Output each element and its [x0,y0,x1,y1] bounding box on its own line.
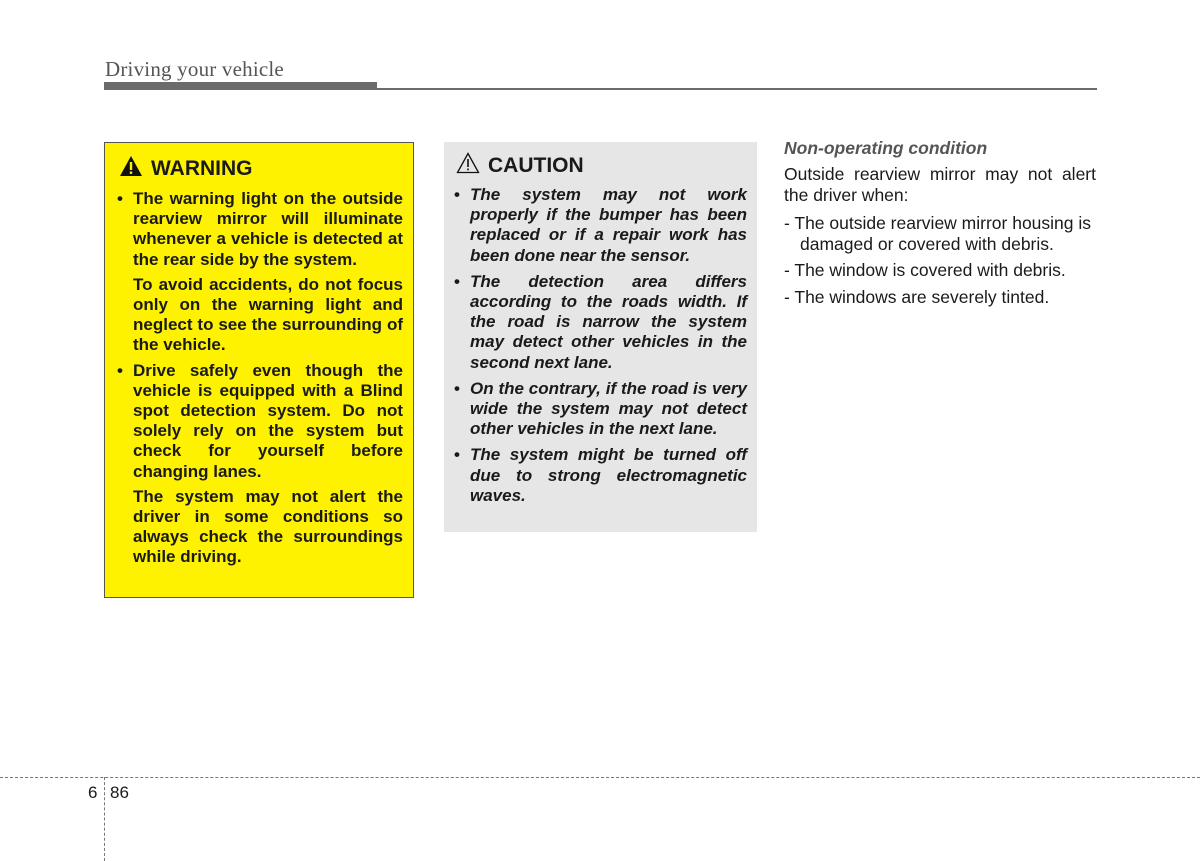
bullet-icon: • [117,360,123,380]
page-section-title: Driving your vehicle [105,57,284,81]
footer-vertical-divider [104,777,105,861]
bullet-icon: • [454,185,460,204]
caution-text: On the contrary, if the road is very wide the system may not detect other vehicles in the next lane. [470,378,747,439]
caution-text: The system might be turned off due to strong electromagnetic waves. [470,445,747,505]
condition-item: - The windows are severely tinted. [784,286,1050,307]
section-heading: Non-operating condition [784,138,988,158]
warning-paragraph: The system may not alert the driver in some conditions so always check the surroundings while driving. [133,486,403,567]
warning-item [115,361,403,573]
section-intro: Outside rearview mirror may not alert the driver when: [784,164,1096,205]
caution-item [454,445,747,506]
caution-text: The system may not work properly if the bumper has been replaced or if a repair work has been done near the sensor. [470,185,747,265]
caution-text: The detection area differs according to the roads width. If the road is narrow the system may detect other vehicles in the second next lane. [470,271,747,372]
caution-title: CAUTION [488,154,584,177]
bullet-icon: • [454,378,460,398]
warning-box [104,142,414,598]
page-number: 86 [110,783,129,802]
warning-paragraph: The warning light on the outside rearview mirror will illuminate whenever a vehicle is detected at the rear side by the system. [133,189,403,269]
bullet-icon: • [117,189,123,208]
warning-title: WARNING [151,157,253,180]
warning-paragraph: Drive safely even though the vehicle is equipped with a Blind spot detection system. Do not solely rely on the system but check for yourself before changing lanes. [133,360,403,481]
non-operating-section [784,138,1096,313]
caution-heading [456,152,747,180]
warning-heading [119,155,403,183]
header-rule-thick [104,82,377,90]
bullet-icon: • [454,271,460,291]
condition-item: - The window is covered with debris. [784,260,1066,280]
warning-paragraph: To avoid accidents, do not focus only on the warning light and neglect to see the surrounding of the vehicle. [133,274,403,355]
caution-box [444,142,757,532]
condition-item: - The outside rearview mirror housing is damaged or covered with debris. [784,213,1092,254]
chapter-number: 6 [88,783,98,802]
caution-item [454,379,747,440]
caution-item [454,185,747,266]
warning-triangle-icon [119,155,143,183]
caution-item [454,272,747,373]
bullet-icon: • [454,445,460,465]
footer-divider [0,777,1200,778]
caution-triangle-icon [456,152,480,180]
warning-item [115,189,403,361]
header-rule-thin [377,88,1097,90]
